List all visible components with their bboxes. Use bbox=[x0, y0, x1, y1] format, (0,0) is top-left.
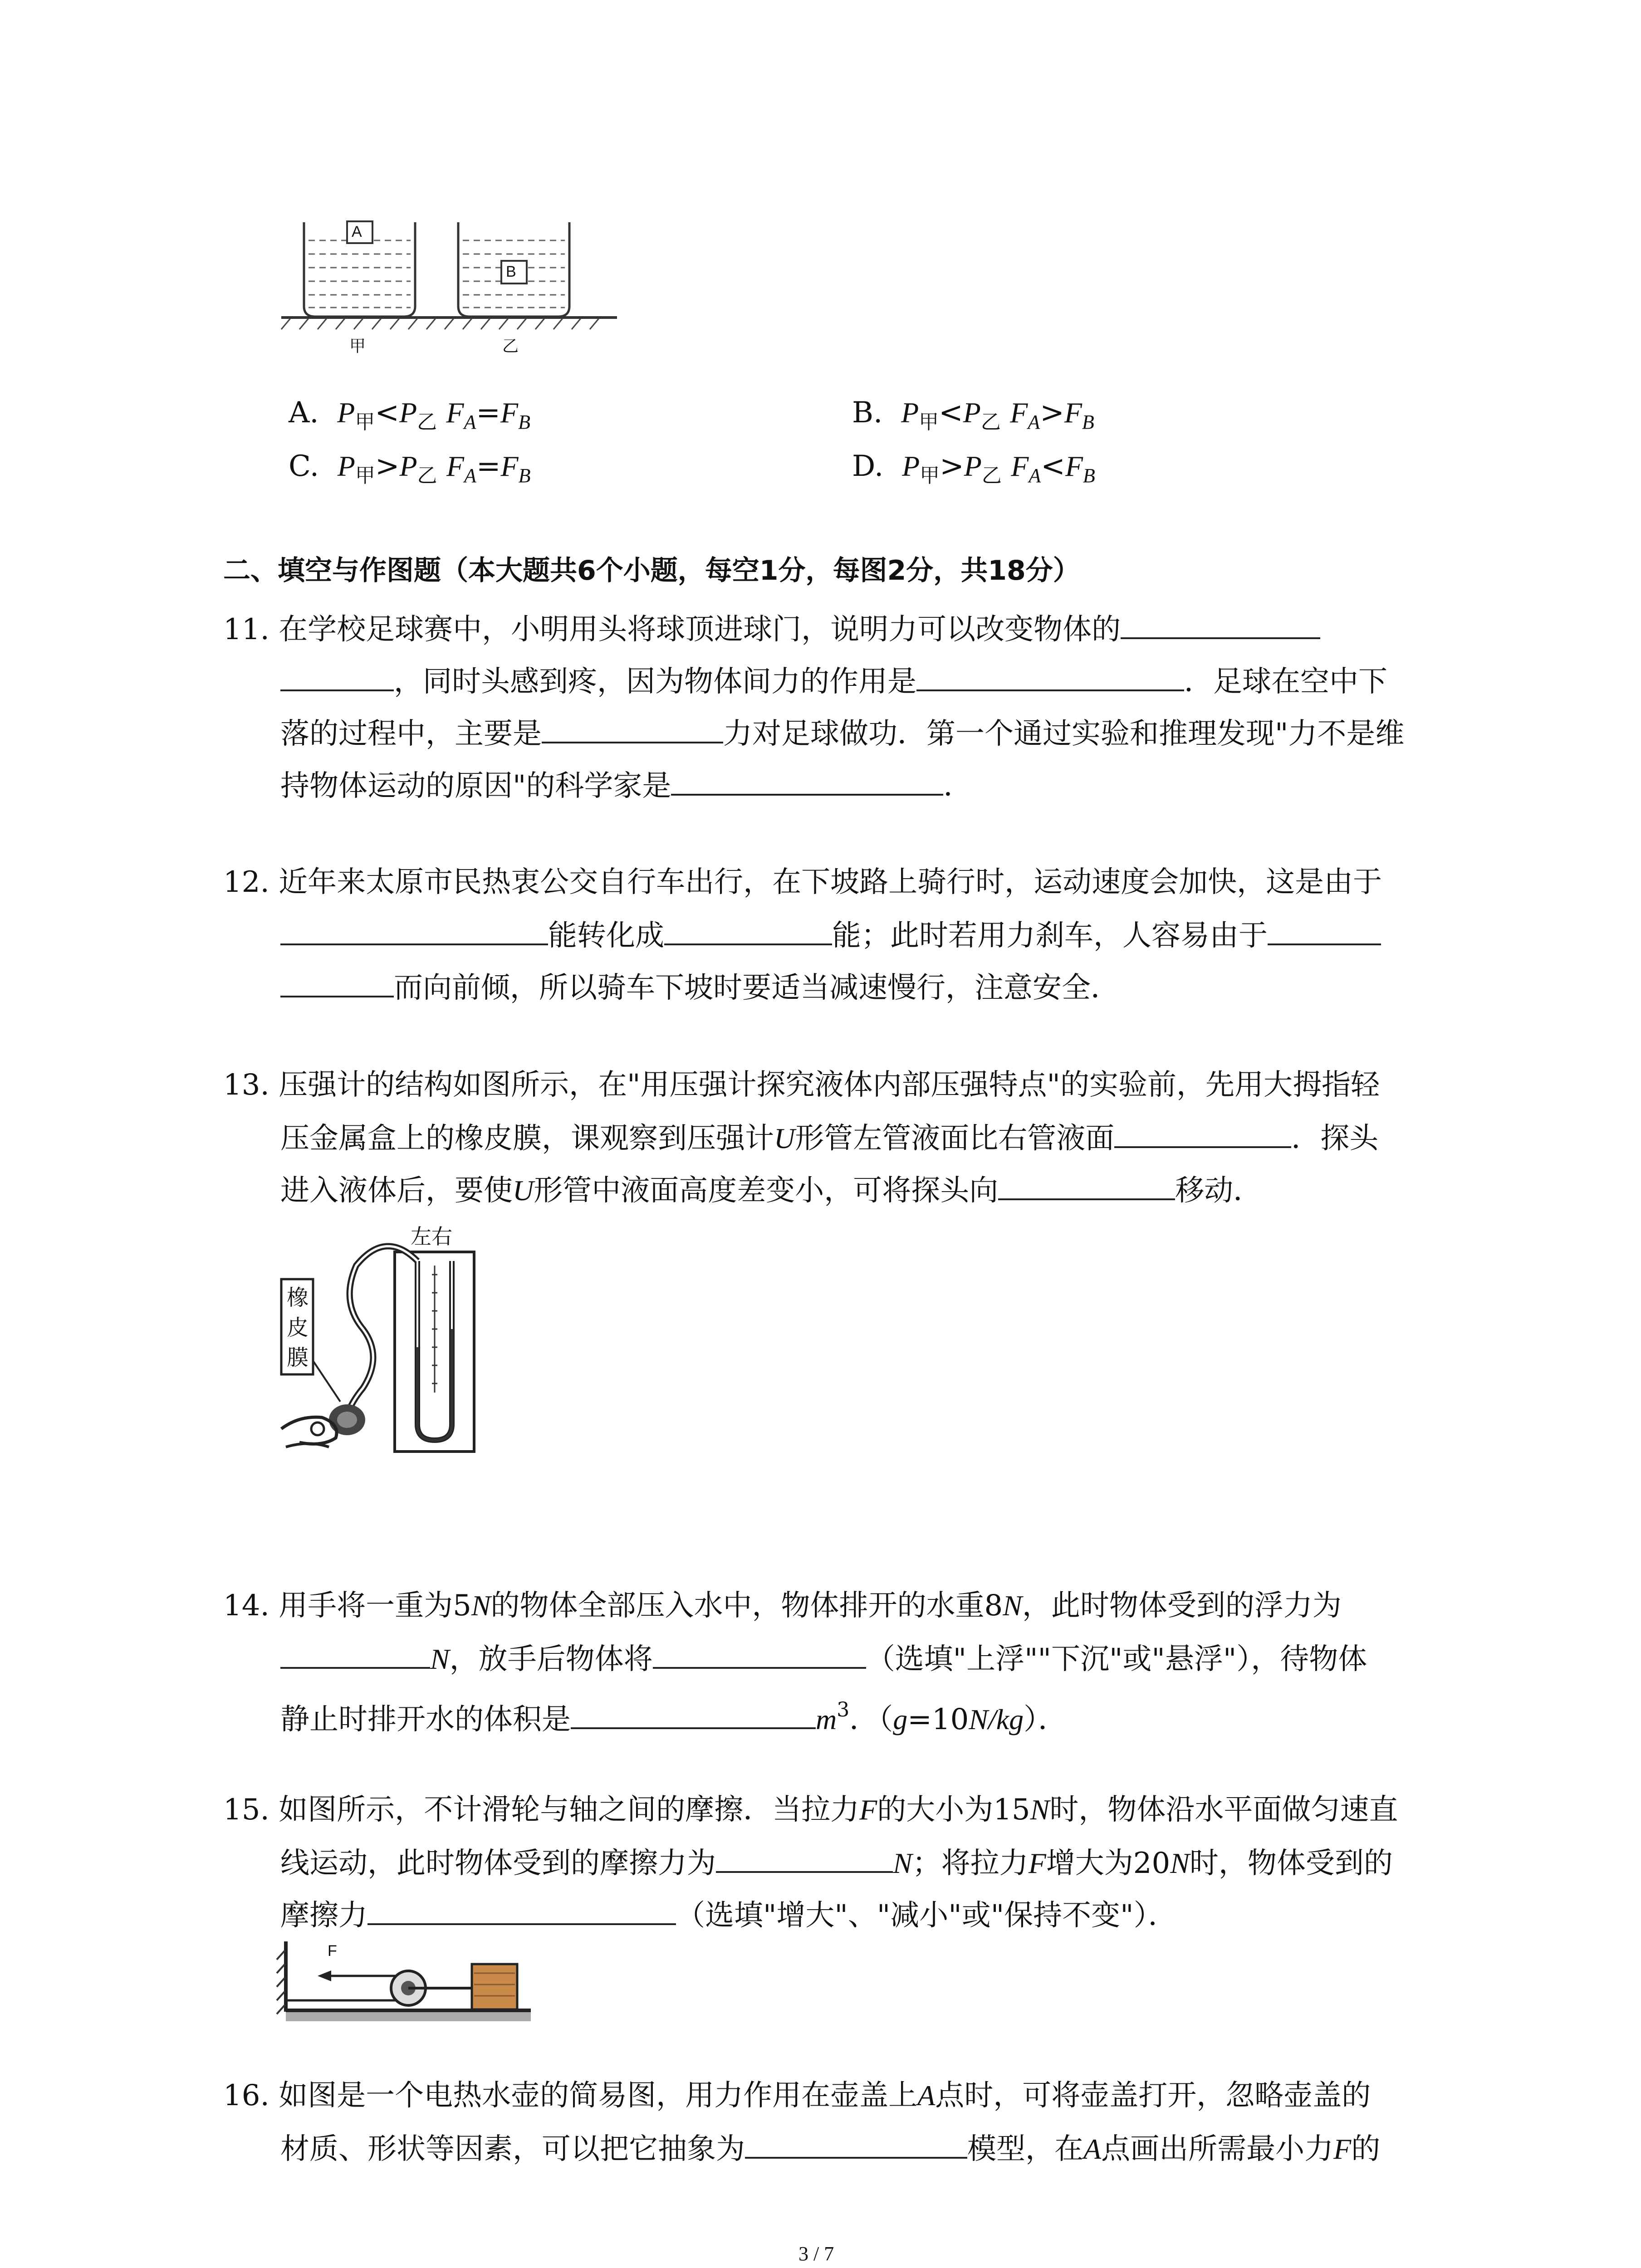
manometer-label-side: 橡皮膜 bbox=[287, 1285, 309, 1370]
q15-blank-1[interactable] bbox=[716, 1844, 893, 1873]
q13-blank-2[interactable] bbox=[998, 1171, 1175, 1200]
q11-line4: 持物体运动的原因"的科学家是 ． bbox=[280, 767, 972, 804]
q14-blank-1[interactable] bbox=[280, 1640, 430, 1669]
q14-blank-3[interactable] bbox=[571, 1700, 816, 1729]
caption-jia: 甲 bbox=[349, 337, 366, 356]
q12-number: 12. bbox=[223, 865, 269, 899]
block-b-label: B bbox=[506, 263, 516, 280]
q16-blank-1[interactable] bbox=[745, 2130, 967, 2159]
block-a-label: A bbox=[352, 223, 362, 240]
page-number: 3 / 7 bbox=[798, 2243, 834, 2265]
option-b[interactable]: B. $P_甲<P_乙$ $F_A>F_B$ bbox=[852, 396, 1094, 434]
caption-yi: 乙 bbox=[502, 337, 519, 356]
q13-line2: 压金属盒上的橡皮膜，课观察到压强计U形管左管液面比右管液面 ．探头 bbox=[280, 1119, 1378, 1157]
option-a[interactable]: A. $P_甲<P_乙$ $F_A=F_B$ bbox=[289, 396, 530, 434]
q14-line2: N，放手后物体将 （选填"上浮""下沉"或"悬浮"），待物体 bbox=[280, 1640, 1367, 1677]
q16-line2: 材质、形状等因素，可以把它抽象为 模型，在A点画出所需最小力F的 bbox=[280, 2130, 1380, 2167]
option-c[interactable]: C. $P_甲>P_乙$ $F_A=F_B$ bbox=[289, 450, 531, 487]
section-heading: 二、填空与作图题（本大题共6个小题，每空1分，每图2分，共18分） bbox=[223, 555, 1080, 587]
manometer-label-top: 左右 bbox=[411, 1224, 452, 1249]
q12-blank-2[interactable] bbox=[664, 916, 832, 945]
q11-blank-3[interactable] bbox=[542, 714, 723, 743]
q16-number: 16. bbox=[223, 2079, 269, 2112]
q16-line1: 16. 如图是一个电热水壶的简易图，用力作用在壶盖上A点时，可将壶盖打开，忽略壶盖的 bbox=[223, 2079, 1371, 2112]
q15-line1: 15. 如图所示，不计滑轮与轴之间的摩擦．当拉力F的大小为15N时，物体沿水平面做匀速直 bbox=[223, 1793, 1398, 1827]
q15-number: 15. bbox=[223, 1793, 269, 1827]
pulley-force-label: F bbox=[328, 1942, 337, 1960]
q11-number: 11. bbox=[223, 613, 269, 646]
q12-line1: 12. 近年来太原市民热衷公交自行车出行，在下坡路上骑行时，运动速度会加快，这是由于 bbox=[223, 865, 1382, 899]
q15-line3: 摩擦力 （选填"增大"、"减小"或"保持不变"）． bbox=[280, 1896, 1177, 1934]
q13-line1: 13. 压强计的结构如图所示，在"用压强计探究液体内部压强特点"的实验前，先用大拇指轻 bbox=[223, 1068, 1380, 1102]
q15-blank-2[interactable] bbox=[367, 1896, 676, 1925]
q11-line1: 11. 在学校足球赛中，小明用头将球顶进球门，说明力可以改变物体的 bbox=[223, 610, 1320, 648]
option-d[interactable]: D. $P_甲>P_乙$ $F_A<F_B$ bbox=[852, 450, 1095, 487]
q11-blank-4[interactable] bbox=[671, 767, 943, 796]
q11-blank-1-cont[interactable] bbox=[280, 662, 394, 691]
q13-number: 13. bbox=[223, 1068, 269, 1102]
q11-line3: 落的过程中，主要是 力对足球做功．第一个通过实验和推理发现"力不是维 bbox=[280, 714, 1404, 752]
q12-blank-3-cont[interactable] bbox=[280, 968, 394, 997]
q14-blank-2[interactable] bbox=[653, 1640, 866, 1669]
q13-blank-1[interactable] bbox=[1114, 1119, 1291, 1148]
q15-line2: 线运动，此时物体受到的摩擦力为 N；将拉力F增大为20N时，物体受到的 bbox=[280, 1844, 1393, 1882]
pulley-figure bbox=[272, 1937, 535, 2028]
q12-blank-1[interactable] bbox=[280, 916, 548, 945]
q11-blank-1[interactable] bbox=[1121, 610, 1320, 639]
q13-line3: 进入液体后，要使U形管中液面高度差变小，可将探头向 移动． bbox=[280, 1171, 1262, 1209]
q11-blank-2[interactable] bbox=[916, 662, 1184, 691]
q14-line3: 静止时排开水的体积是 $m^3$．（g=10N/kg）． bbox=[280, 1698, 1068, 1736]
q14-number: 14. bbox=[223, 1589, 269, 1623]
q12-line3: 而向前倾，所以骑车下坡时要适当减速慢行，注意安全． bbox=[280, 968, 1120, 1006]
containers-figure bbox=[272, 218, 617, 367]
q12-blank-3[interactable] bbox=[1268, 916, 1381, 945]
q11-line2: ，同时头感到疼，因为物体间力的作用是 ．足球在空中下 bbox=[280, 662, 1387, 700]
q14-line1: 14. 用手将一重为5N的物体全部压入水中，物体排开的水重8N，此时物体受到的浮力为 bbox=[223, 1589, 1342, 1623]
q12-line2: 能转化成 能；此时若用力刹车，人容易由于 bbox=[280, 916, 1381, 954]
